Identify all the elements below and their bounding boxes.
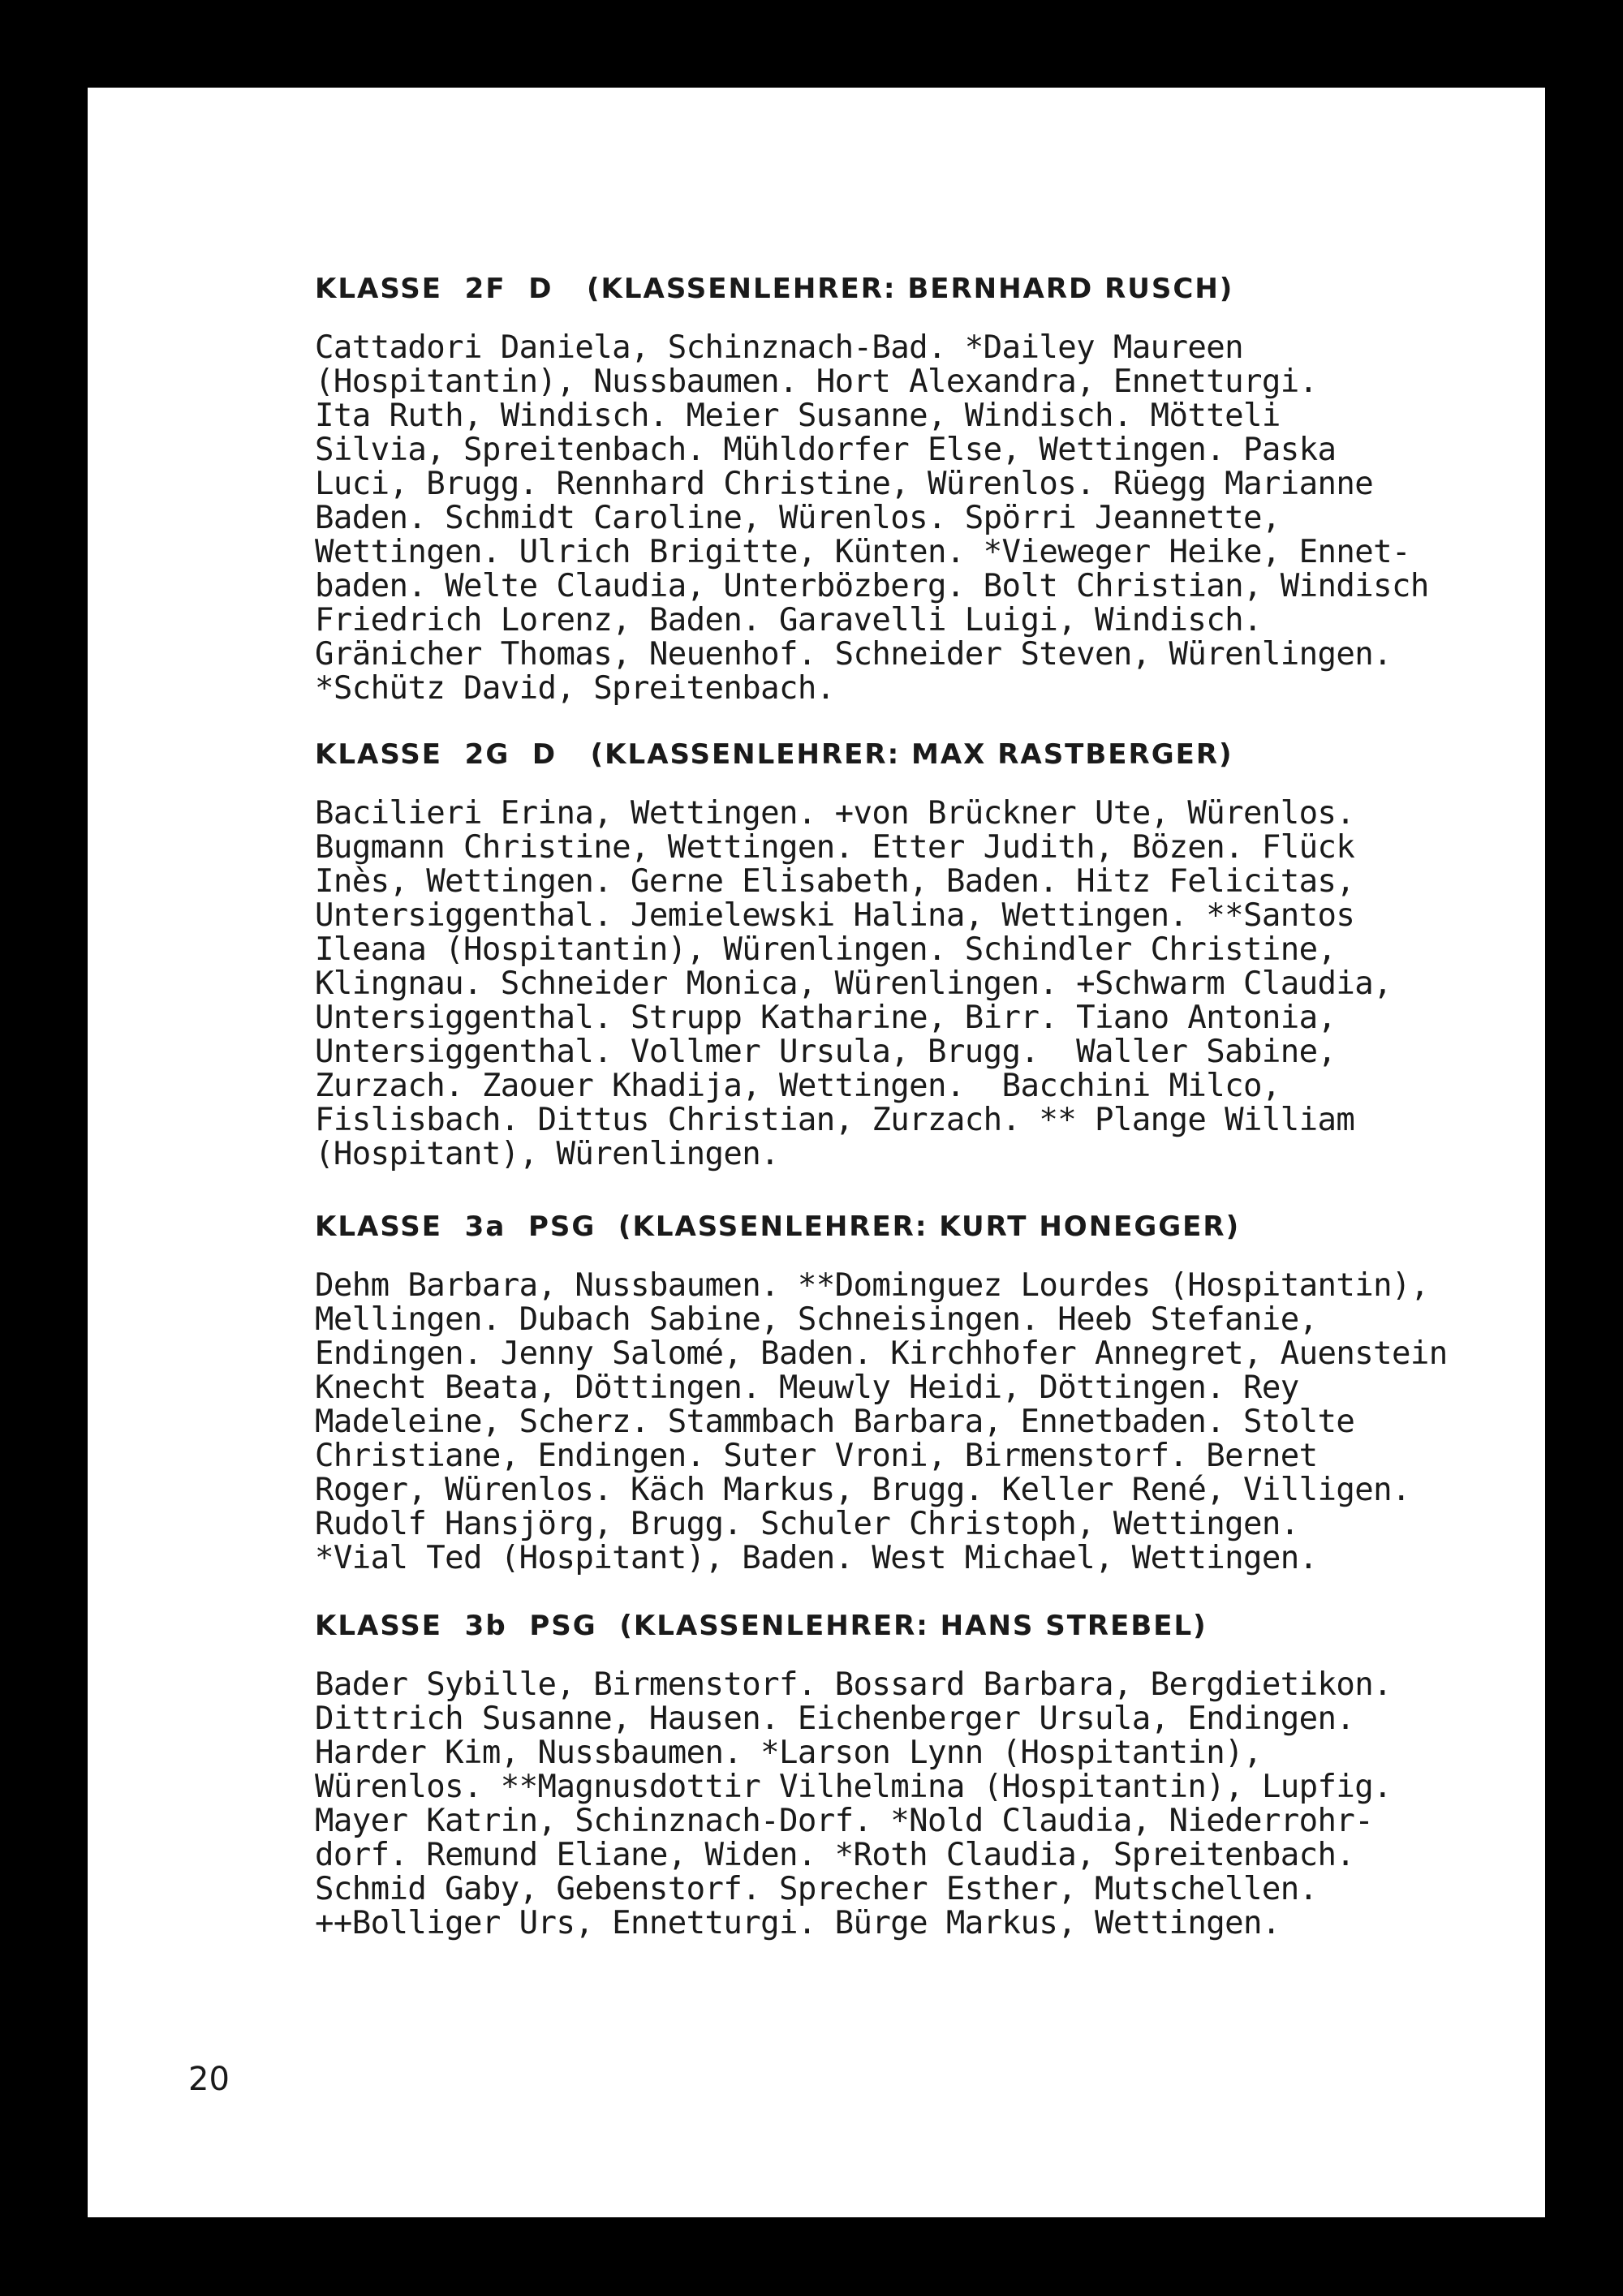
text-line: Ileana (Hospitantin), Würenlingen. Schindler Christine, <box>315 931 1337 968</box>
text-line: Knecht Beata, Döttingen. Meuwly Heidi, Döttingen. Rey <box>315 1369 1299 1406</box>
text-line: baden. Welte Claudia, Unterbözberg. Bolt Christian, Windisch <box>315 568 1429 604</box>
student-list <box>315 1269 1545 1576</box>
text-line: Bader Sybille, Birmenstorf. Bossard Barbara, Bergdietikon. <box>315 1666 1393 1703</box>
text-line: Untersiggenthal. Vollmer Ursula, Brugg. Waller Sabine, <box>315 1034 1337 1070</box>
text-line: *Schütz David, Spreitenbach. <box>315 670 835 707</box>
section-heading: KLASSE 2G D (KLASSENLEHRER: MAX RASTBERGER) <box>315 738 1233 771</box>
text-line: Dittrich Susanne, Hausen. Eichenberger Ursula, Endingen. <box>315 1701 1355 1737</box>
class-section-2f <box>315 273 1545 706</box>
student-list <box>315 797 1545 1172</box>
text-line: Silvia, Spreitenbach. Mühldorfer Else, Wettingen. Paska <box>315 432 1337 468</box>
text-line: Harder Kim, Nussbaumen. *Larson Lynn (Hospitantin), <box>315 1735 1262 1771</box>
student-list <box>315 331 1545 706</box>
text-line: Luci, Brugg. Rennhard Christine, Würenlos. Rüegg Marianne <box>315 466 1374 502</box>
text-line: Baden. Schmidt Caroline, Würenlos. Spörri Jeannette, <box>315 500 1281 536</box>
text-line: Zurzach. Zaouer Khadija, Wettingen. Bacchini Milco, <box>315 1068 1281 1104</box>
text-line: Rudolf Hansjörg, Brugg. Schuler Christoph, Wettingen. <box>315 1506 1299 1542</box>
text-line: Fislisbach. Dittus Christian, Zurzach. ** Plange William <box>315 1102 1355 1138</box>
text-line: Ita Ruth, Windisch. Meier Susanne, Windisch. Mötteli <box>315 398 1281 434</box>
text-line: Endingen. Jenny Salomé, Baden. Kirchhofer Annegret, Auenstein <box>315 1335 1448 1372</box>
text-line: Mellingen. Dubach Sabine, Schneisingen. Heeb Stefanie, <box>315 1301 1318 1338</box>
text-line: Christiane, Endingen. Suter Vroni, Birmenstorf. Bernet <box>315 1438 1318 1474</box>
text-line: (Hospitant), Würenlingen. <box>315 1136 779 1172</box>
text-line: Friedrich Lorenz, Baden. Garavelli Luigi, Windisch. <box>315 602 1262 638</box>
class-section-3b <box>315 1610 1545 1941</box>
text-line: Wettingen. Ulrich Brigitte, Künten. *Vieweger Heike, Ennet- <box>315 534 1410 570</box>
class-section-2g <box>315 738 1545 1172</box>
text-line: Roger, Würenlos. Käch Markus, Brugg. Keller René, Villigen. <box>315 1472 1410 1508</box>
text-line: Würenlos. **Magnusdottir Vilhelmina (Hospitantin), Lupfig. <box>315 1769 1393 1805</box>
text-line: dorf. Remund Eliane, Widen. *Roth Claudia, Spreitenbach. <box>315 1837 1355 1873</box>
text-line: (Hospitantin), Nussbaumen. Hort Alexandra, Ennetturgi. <box>315 363 1318 400</box>
text-line: Gränicher Thomas, Neuenhof. Schneider Steven, Würenlingen. <box>315 636 1393 673</box>
class-section-3a <box>315 1210 1545 1576</box>
document-page <box>88 88 1545 2217</box>
section-heading: KLASSE 2F D (KLASSENLEHRER: BERNHARD RUSCH) <box>315 273 1234 305</box>
text-line: ++Bolliger Urs, Ennetturgi. Bürge Markus, Wettingen. <box>315 1905 1281 1941</box>
text-line: Schmid Gaby, Gebenstorf. Sprecher Esther, Mutschellen. <box>315 1871 1318 1907</box>
section-heading: KLASSE 3b PSG (KLASSENLEHRER: HANS STREBEL) <box>315 1610 1208 1642</box>
text-line: Untersiggenthal. Strupp Katharine, Birr. Tiano Antonia, <box>315 1000 1337 1036</box>
text-line: Dehm Barbara, Nussbaumen. **Dominguez Lourdes (Hospitantin), <box>315 1267 1429 1304</box>
section-heading: KLASSE 3a PSG (KLASSENLEHRER: KURT HONEGGER) <box>315 1210 1241 1243</box>
text-line: Klingnau. Schneider Monica, Würenlingen. +Schwarm Claudia, <box>315 965 1393 1002</box>
text-line: Madeleine, Scherz. Stammbach Barbara, Ennetbaden. Stolte <box>315 1404 1355 1440</box>
text-line: *Vial Ted (Hospitant), Baden. West Michael, Wettingen. <box>315 1540 1318 1576</box>
text-line: Inès, Wettingen. Gerne Elisabeth, Baden. Hitz Felicitas, <box>315 863 1355 900</box>
student-list <box>315 1668 1545 1941</box>
text-line: Bacilieri Erina, Wettingen. +von Brückner Ute, Würenlos. <box>315 795 1355 832</box>
text-line: Untersiggenthal. Jemielewski Halina, Wettingen. **Santos <box>315 897 1355 934</box>
text-line: Mayer Katrin, Schinznach-Dorf. *Nold Claudia, Niederrohr- <box>315 1803 1374 1839</box>
text-line: Cattadori Daniela, Schinznach-Bad. *Dailey Maureen <box>315 329 1243 366</box>
text-line: Bugmann Christine, Wettingen. Etter Judith, Bözen. Flück <box>315 829 1355 866</box>
page-number: 20 <box>188 2061 230 2098</box>
